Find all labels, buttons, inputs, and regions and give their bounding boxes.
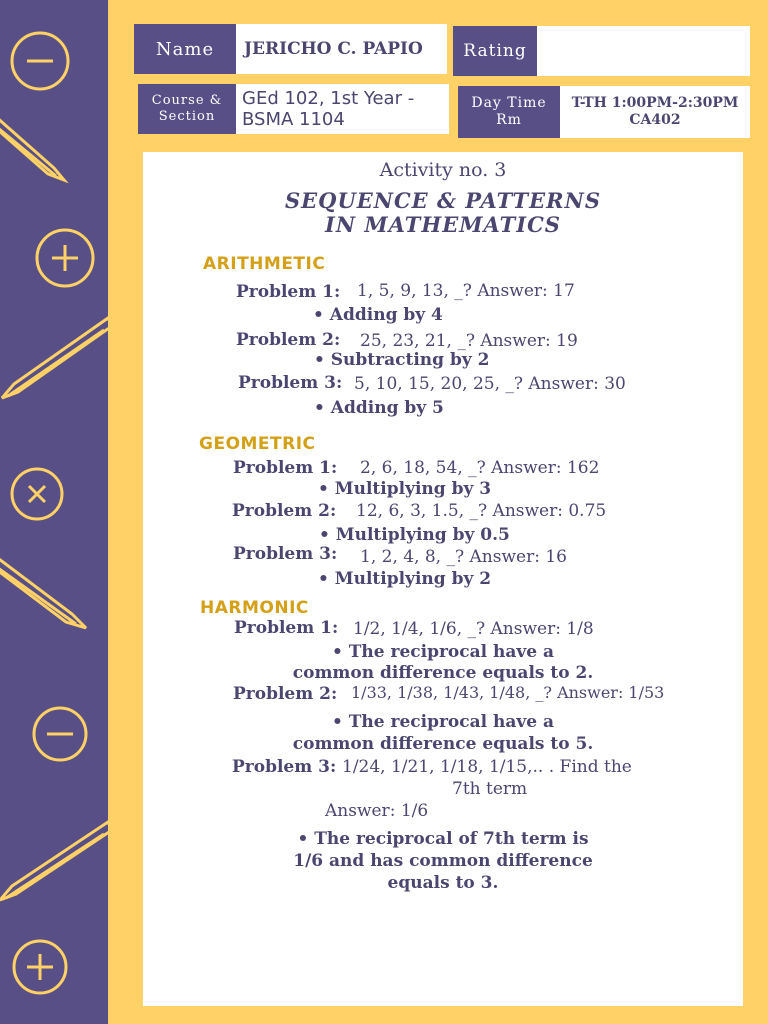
geometric-heading: GEOMETRIC xyxy=(199,434,316,454)
harmonic-p2-note-line2: common difference equals to 5. xyxy=(292,734,594,754)
daytime-label-line2: Rm xyxy=(496,112,522,128)
arithmetic-p1-label: Problem 1: xyxy=(236,282,341,302)
harmonic-p1-label: Problem 1: xyxy=(234,618,339,638)
harmonic-p3-label: Problem 3: xyxy=(232,757,337,777)
harmonic-p3-note-line1: • The reciprocal of 7th term is xyxy=(297,829,589,849)
course-label-line1: Course & xyxy=(151,93,223,108)
course-value-line2: BSMA 1104 xyxy=(242,109,345,130)
harmonic-p1-sequence: 1/2, 1/4, 1/6, _? Answer: 1/8 xyxy=(353,619,594,639)
plus-circle-icon xyxy=(37,230,93,286)
pencil-icon xyxy=(0,822,108,900)
title-line1: SEQUENCE & PATTERNS xyxy=(284,188,601,213)
harmonic-p2-note-line1: • The reciprocal have a xyxy=(331,712,555,732)
times-circle-icon xyxy=(12,469,62,519)
geometric-p2-label: Problem 2: xyxy=(232,501,337,521)
daytime-value-line1: T-TH 1:00PM-2:30PM xyxy=(571,95,739,111)
arithmetic-heading: ARITHMETIC xyxy=(203,254,326,274)
daytime-value-line2: CA402 xyxy=(629,112,681,128)
harmonic-p1-note-line2: common difference equals to 2. xyxy=(292,663,594,683)
harmonic-p3-sequence-line2: 7th term xyxy=(452,779,528,799)
arithmetic-p3-sequence: 5, 10, 15, 20, 25, _? Answer: 30 xyxy=(354,374,626,394)
geometric-p3-note: • Multiplying by 2 xyxy=(318,569,492,589)
plus-circle-icon xyxy=(14,941,66,993)
daytime-value xyxy=(560,86,750,138)
arithmetic-p2-label: Problem 2: xyxy=(236,330,341,350)
activity-card xyxy=(143,152,743,1006)
harmonic-p3-note-line3: equals to 3. xyxy=(387,873,499,893)
geometric-p1-sequence: 2, 6, 18, 54, _? Answer: 162 xyxy=(360,458,600,478)
geometric-p3-label: Problem 3: xyxy=(233,544,338,564)
activity-number: Activity no. 3 xyxy=(379,159,507,181)
title-line2: IN MATHEMATICS xyxy=(325,212,561,237)
arithmetic-p1-sequence: 1, 5, 9, 13, _? Answer: 17 xyxy=(357,281,575,301)
name-label: Name xyxy=(134,24,236,74)
minus-circle-icon xyxy=(34,708,86,760)
rating-value xyxy=(537,26,750,76)
geometric-p3-sequence: 1, 2, 4, 8, _? Answer: 16 xyxy=(360,547,567,567)
course-label-line2: Section xyxy=(158,109,216,124)
daytime-label-line1: Day Time xyxy=(471,95,547,111)
sidebar-decor xyxy=(0,0,108,1024)
arithmetic-p3-note: • Adding by 5 xyxy=(314,398,444,418)
course-label xyxy=(138,84,236,134)
arithmetic-p2-note: • Subtracting by 2 xyxy=(314,350,490,370)
arithmetic-p3-label: Problem 3: xyxy=(238,373,343,393)
daytime-label xyxy=(458,86,560,138)
arithmetic-p1-note: • Adding by 4 xyxy=(313,305,443,325)
harmonic-p3-note-line2: 1/6 and has common difference xyxy=(293,851,593,871)
harmonic-p3-sequence-line1: 1/24, 1/21, 1/18, 1/15,.. . Find the xyxy=(342,757,632,777)
course-value xyxy=(236,84,449,134)
harmonic-p2-sequence: 1/33, 1/38, 1/43, 1/48, _? Answer: 1/53 xyxy=(351,683,665,702)
harmonic-p3-answer: Answer: 1/6 xyxy=(325,801,429,821)
arithmetic-p2-sequence: 25, 23, 21, _? Answer: 19 xyxy=(360,331,578,351)
pencil-icon xyxy=(0,116,64,180)
name-value: JERICHO C. PAPIO xyxy=(236,24,447,74)
pencil-icon xyxy=(2,318,108,398)
pencil-icon xyxy=(0,556,86,628)
geometric-p2-note: • Multiplying by 0.5 xyxy=(319,525,510,545)
rating-label: Rating xyxy=(453,26,537,76)
minus-circle-icon xyxy=(12,33,68,89)
harmonic-p1-note-line1: • The reciprocal have a xyxy=(331,642,555,662)
sidebar xyxy=(0,0,108,1024)
geometric-p1-label: Problem 1: xyxy=(233,458,338,478)
course-value-line1: GEd 102, 1st Year - xyxy=(242,88,415,109)
geometric-p2-sequence: 12, 6, 3, 1.5, _? Answer: 0.75 xyxy=(356,501,607,521)
harmonic-heading: HARMONIC xyxy=(200,598,309,618)
harmonic-p2-label: Problem 2: xyxy=(233,684,338,704)
geometric-p1-note: • Multiplying by 3 xyxy=(318,479,492,499)
